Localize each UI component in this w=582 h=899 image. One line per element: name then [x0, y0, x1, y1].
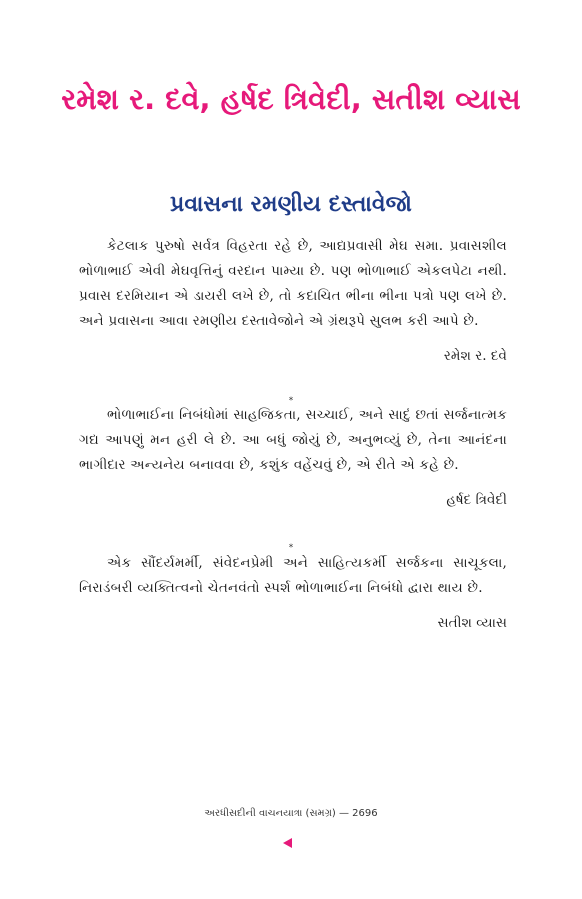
authors-heading: રમેશ ર. દવે, હર્ષદ ત્રિવેદી, સતીશ વ્યાસ: [61, 82, 521, 116]
testimonial-1: [79, 234, 507, 369]
testimonial-signature: હર્ષદ ત્રિવેદી: [446, 492, 507, 508]
testimonial-text: એક સૌંદર્યમર્મી, સંવેદનપ્રેમી અને સાહિત્યકર્મી સર્જકના સાચૂકલા, નિરાડંબરી વ્યક્તિત્વનો ચેતનવંતો સ્પર્શ ભોળાભાઈના નિબંધો દ્વારા થાય છે.: [79, 555, 507, 596]
testimonial-3: [79, 551, 507, 636]
testimonial-2: [79, 403, 507, 513]
separator: *: [288, 543, 294, 553]
book-title: પ્રવાસના રમણીય દસ્તાવેજો: [170, 192, 412, 217]
left-triangle-icon[interactable]: [283, 838, 292, 848]
page-footer: અરધીસદીની વાચનયાત્રા (સમગ્ર) — 2696: [204, 808, 378, 819]
testimonial-text: ભોળાભાઈના નિબંધોમાં સાહજિકતા, સચ્ચાઈ, અને સાદું છતાં સર્જનાત્મક ગદ્ય આપણું મન હરી લે છે. આ બધું જોયું છે, અનુભવ્યું છે, તેના આનંદના ભાગીદાર અન્યનેય બનાવવા છે, કશુંક વહેંચવું છે, એ રીતે એ કહે છે.: [79, 407, 507, 473]
separator: *: [288, 396, 294, 406]
testimonial-signature: રમેશ ર. દવે: [443, 348, 507, 364]
testimonial-signature: સતીશ વ્યાસ: [437, 615, 507, 631]
testimonial-text: કેટલાક પુરુષો સર્વત્ર વિહરતા રહે છે, આદ્યપ્રવાસી મેઘ સમા. પ્રવાસશીલ ભોળાભાઈ એવી મેઘવૃત્તિનું વરદાન પામ્યા છે. પણ ભોળાભાઈ એકલપેટા નથી. પ્રવાસ દરમિયાન એ ડાયરી લખે છે, તો કદાચિત ભીના ભીના પત્રો પણ લખે છે. અને પ્રવાસના આવા રમણીય દસ્તાવેજોને એ ગ્રંથરૂપે સુલભ કરી આપે છે.: [79, 238, 507, 329]
